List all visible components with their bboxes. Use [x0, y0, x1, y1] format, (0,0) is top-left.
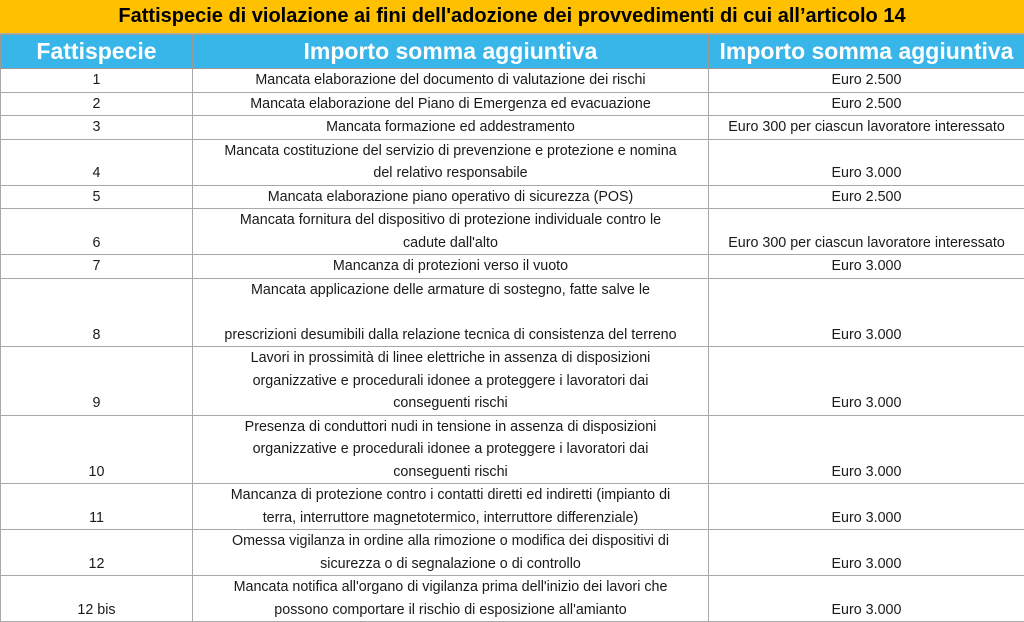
description-line: Omessa vigilanza in ordine alla rimozione o modifica dei dispositivi di	[195, 530, 706, 553]
row-number: 7	[1, 255, 193, 279]
description-line: Presenza di conduttori nudi in tensione in assenza di disposizioni	[195, 416, 706, 439]
description-line: del relativo responsabile	[195, 162, 706, 185]
description-line: Lavori in prossimità di linee elettriche in assenza di disposizioni	[195, 347, 706, 370]
description-line: Mancata applicazione delle armature di sostegno, fatte salve le	[195, 279, 706, 302]
violations-table	[0, 34, 1024, 622]
row-description	[193, 415, 709, 484]
row-description	[193, 347, 709, 416]
description-line	[195, 301, 706, 324]
row-number: 6	[1, 209, 193, 255]
row-amount: Euro 300 per ciascun lavoratore interessato	[709, 209, 1024, 255]
description-line: organizzative e procedurali idonee a proteggere i lavoratori dai	[195, 438, 706, 461]
table-row	[1, 92, 1024, 116]
row-number: 4	[1, 139, 193, 185]
row-description	[193, 255, 709, 279]
table-row	[1, 347, 1024, 416]
row-amount: Euro 3.000	[709, 530, 1024, 576]
table-row	[1, 255, 1024, 279]
row-amount: Euro 300 per ciascun lavoratore interessato	[709, 116, 1024, 140]
description-line: conseguenti rischi	[195, 461, 706, 484]
table-row	[1, 415, 1024, 484]
description-line: Mancata notifica all'organo di vigilanza prima dell'inizio dei lavori che	[195, 576, 706, 599]
row-number: 10	[1, 415, 193, 484]
description-line: Mancata costituzione del servizio di prevenzione e protezione e nomina	[195, 140, 706, 163]
description-line: prescrizioni desumibili dalla relazione tecnica di consistenza del terreno	[195, 324, 706, 347]
description-line: Mancata elaborazione piano operativo di sicurezza (POS)	[195, 186, 706, 209]
table-row	[1, 69, 1024, 93]
row-amount: Euro 3.000	[709, 255, 1024, 279]
header-row	[1, 35, 1024, 69]
description-line: conseguenti rischi	[195, 392, 706, 415]
table-row	[1, 139, 1024, 185]
row-number: 9	[1, 347, 193, 416]
header-importo-1: Importo somma aggiuntiva	[193, 35, 709, 69]
row-amount: Euro 3.000	[709, 278, 1024, 347]
table-row	[1, 209, 1024, 255]
table-row	[1, 185, 1024, 209]
row-amount: Euro 3.000	[709, 576, 1024, 622]
row-number: 11	[1, 484, 193, 530]
table-row	[1, 116, 1024, 140]
table-row	[1, 484, 1024, 530]
row-description	[193, 69, 709, 93]
row-description	[193, 92, 709, 116]
row-number: 12	[1, 530, 193, 576]
row-description	[193, 530, 709, 576]
row-amount: Euro 3.000	[709, 347, 1024, 416]
table-row	[1, 530, 1024, 576]
description-line: terra, interruttore magnetotermico, interruttore differenziale)	[195, 507, 706, 530]
row-description	[193, 484, 709, 530]
row-description	[193, 576, 709, 622]
row-amount: Euro 3.000	[709, 415, 1024, 484]
row-number: 1	[1, 69, 193, 93]
description-line: sicurezza o di segnalazione o di controllo	[195, 553, 706, 576]
row-number: 5	[1, 185, 193, 209]
row-description	[193, 139, 709, 185]
row-description	[193, 116, 709, 140]
row-amount: Euro 2.500	[709, 185, 1024, 209]
row-description	[193, 209, 709, 255]
description-line: Mancata elaborazione del documento di valutazione dei rischi	[195, 69, 706, 92]
table-row	[1, 576, 1024, 622]
table-title: Fattispecie di violazione ai fini dell'adozione dei provvedimenti di cui all’articolo 14	[0, 0, 1024, 34]
description-line: Mancata elaborazione del Piano di Emergenza ed evacuazione	[195, 93, 706, 116]
description-line: possono comportare il rischio di esposizione all'amianto	[195, 599, 706, 622]
header-fattispecie: Fattispecie	[1, 35, 193, 69]
row-amount: Euro 3.000	[709, 484, 1024, 530]
row-amount: Euro 2.500	[709, 92, 1024, 116]
description-line: organizzative e procedurali idonee a proteggere i lavoratori dai	[195, 370, 706, 393]
row-number: 2	[1, 92, 193, 116]
table-row	[1, 278, 1024, 347]
row-amount: Euro 3.000	[709, 139, 1024, 185]
description-line: Mancata fornitura del dispositivo di protezione individuale contro le	[195, 209, 706, 232]
row-description	[193, 278, 709, 347]
description-line: Mancata formazione ed addestramento	[195, 116, 706, 139]
row-number: 12 bis	[1, 576, 193, 622]
header-importo-2: Importo somma aggiuntiva	[709, 35, 1024, 69]
row-amount: Euro 2.500	[709, 69, 1024, 93]
description-line: Mancanza di protezioni verso il vuoto	[195, 255, 706, 278]
row-number: 8	[1, 278, 193, 347]
description-line: Mancanza di protezione contro i contatti diretti ed indiretti (impianto di	[195, 484, 706, 507]
row-description	[193, 185, 709, 209]
description-line: cadute dall'alto	[195, 232, 706, 255]
row-number: 3	[1, 116, 193, 140]
